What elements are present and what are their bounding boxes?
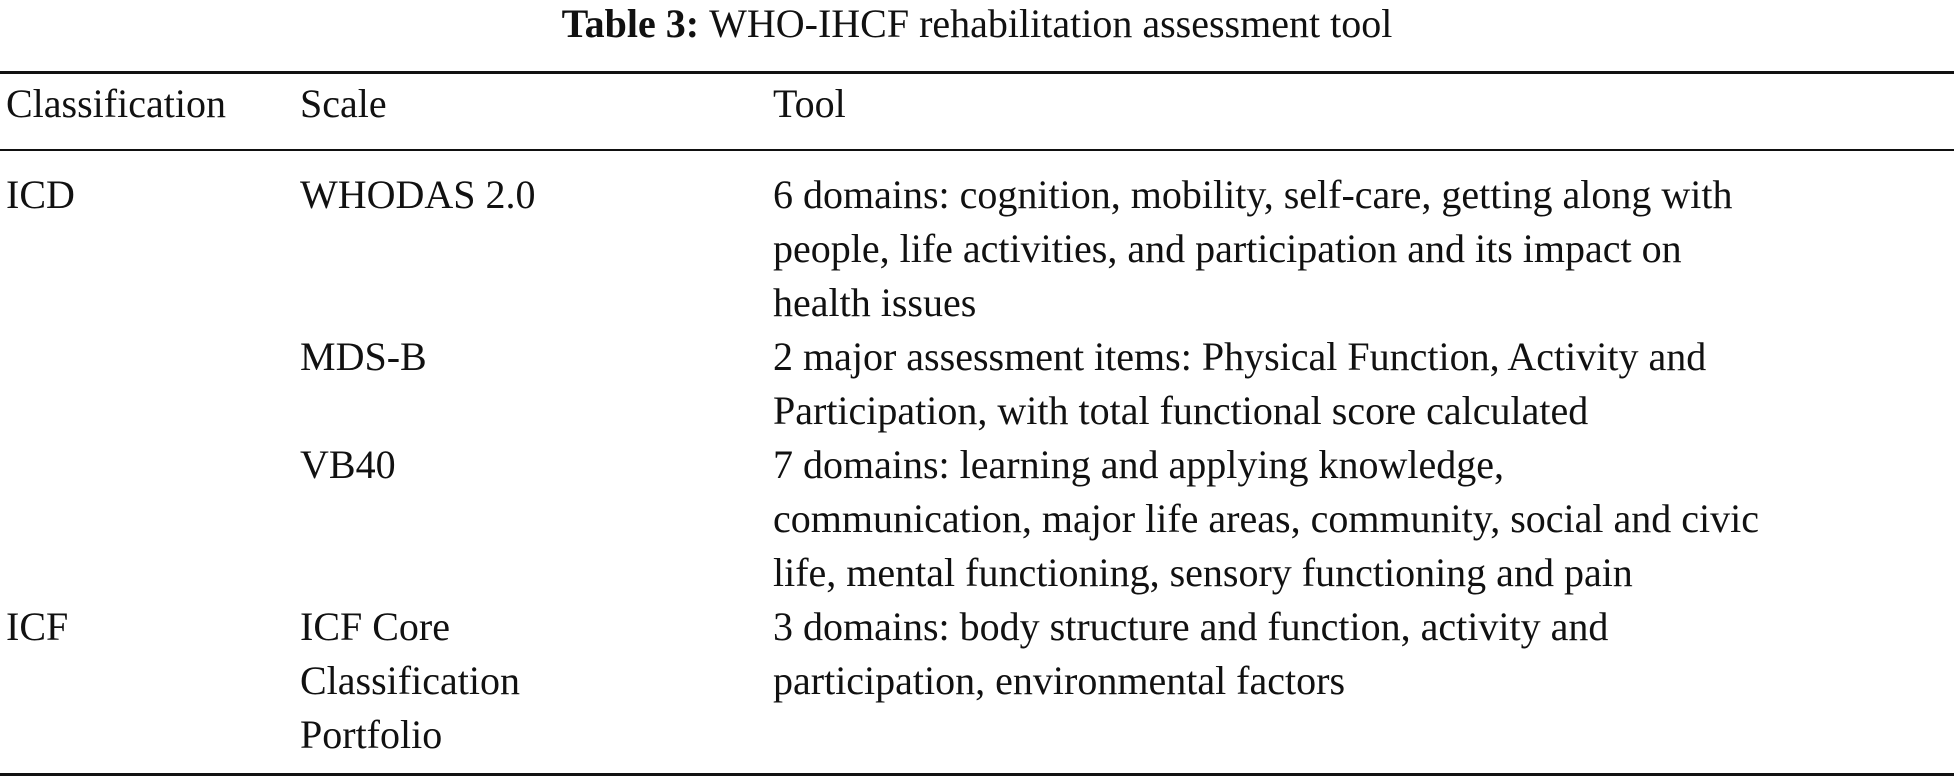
cell-scale-line: Portfolio <box>300 712 443 757</box>
cell-scale-line: MDS-B <box>300 334 427 379</box>
cell-scale-line: VB40 <box>300 442 396 487</box>
cell-classification: ICD <box>6 172 75 217</box>
cell-tool-line: 2 major assessment items: Physical Function, Activity and <box>773 334 1707 379</box>
table-caption-label: Table 3: <box>561 1 700 46</box>
cell-scale-line: Classification <box>300 658 520 703</box>
table-header-row <box>0 80 1954 128</box>
cell-scale-line: WHODAS 2.0 <box>300 172 536 217</box>
table-header-rule <box>0 149 1954 151</box>
cell-tool-line: Participation, with total functional score calculated <box>773 388 1589 433</box>
cell-tool-line: 6 domains: cognition, mobility, self-care, getting along with <box>773 172 1733 217</box>
cell-scale <box>300 600 580 762</box>
cell-tool-line: participation, environmental factors <box>773 658 1346 703</box>
cell-tool-line: life, mental functioning, sensory functioning and pain <box>773 550 1633 595</box>
cell-scale <box>300 330 580 384</box>
cell-scale <box>300 168 580 222</box>
cell-tool-line: health issues <box>773 280 977 325</box>
header-classification: Classification <box>6 81 226 126</box>
cell-tool-line: communication, major life areas, community, social and civic <box>773 496 1759 541</box>
cell-tool-line: 3 domains: body structure and function, activity and <box>773 604 1609 649</box>
cell-scale <box>300 438 580 492</box>
table-caption-title: WHO-IHCF rehabilitation assessment tool <box>709 1 1393 46</box>
table-caption <box>0 0 1954 48</box>
cell-classification: ICF <box>6 604 69 649</box>
header-scale: Scale <box>300 81 387 126</box>
table-bottom-rule <box>0 773 1954 776</box>
cell-tool <box>773 168 1954 330</box>
cell-scale-line: ICF Core <box>300 604 450 649</box>
cell-tool <box>773 438 1954 600</box>
cell-tool <box>773 330 1954 438</box>
cell-tool-line: people, life activities, and participation and its impact on <box>773 226 1682 271</box>
cell-tool <box>773 600 1954 708</box>
header-tool: Tool <box>773 81 846 126</box>
table-top-rule <box>0 71 1954 74</box>
cell-tool-line: 7 domains: learning and applying knowledge, <box>773 442 1504 487</box>
